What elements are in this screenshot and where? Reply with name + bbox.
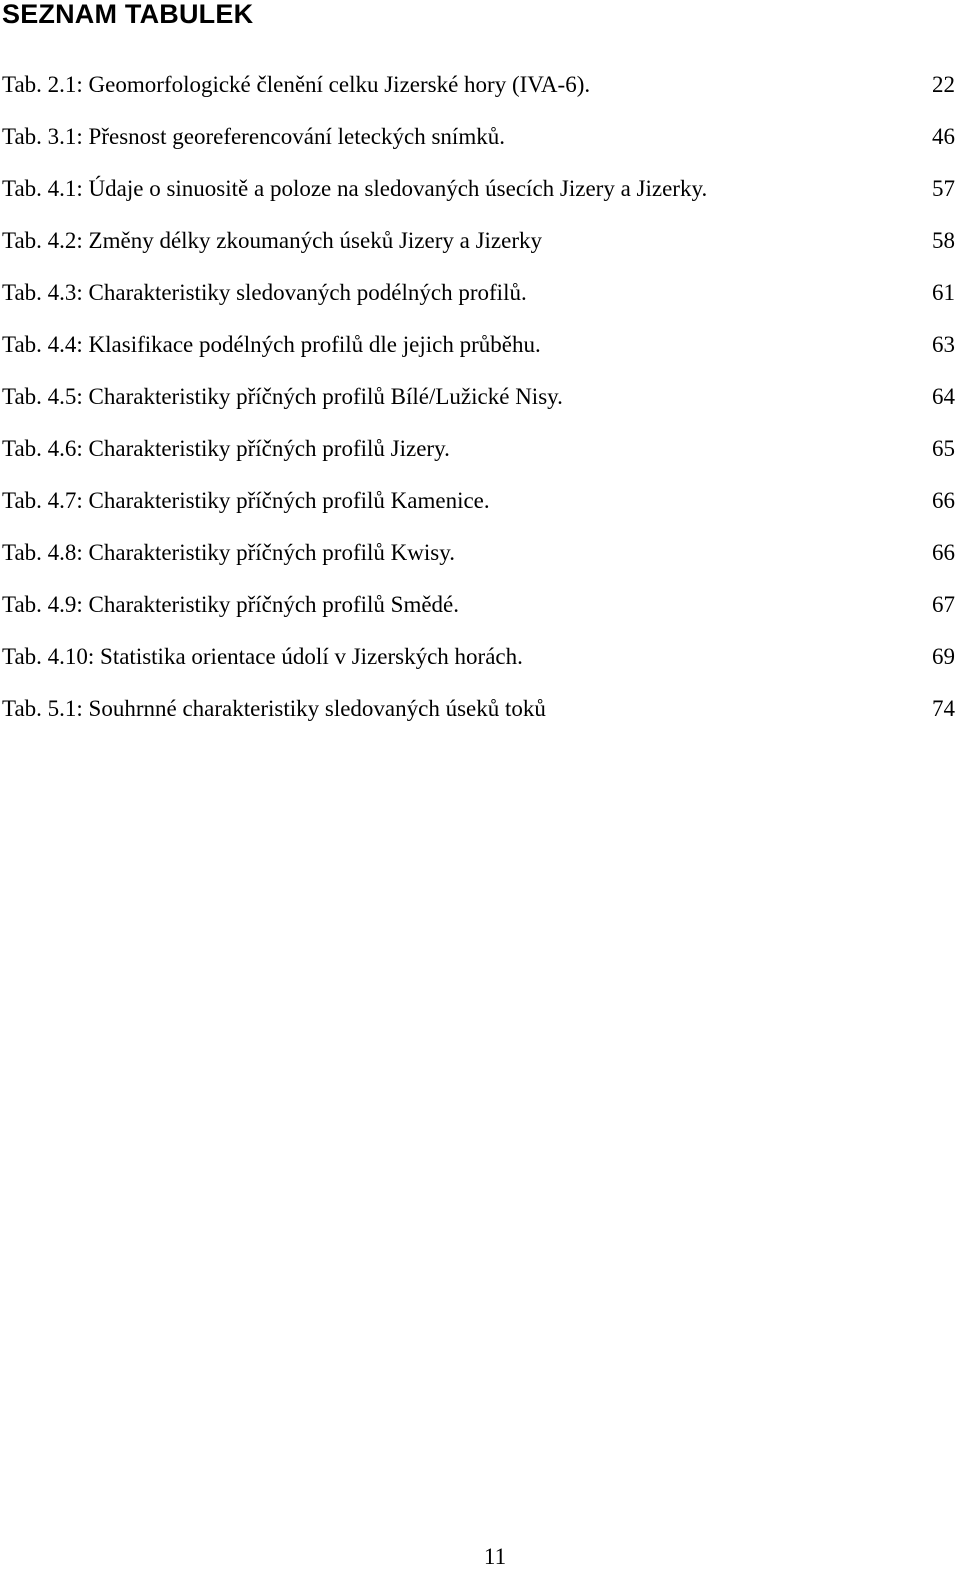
entry-page: 64 xyxy=(932,384,955,409)
entry-label: Tab. 4.10: Statistika orientace údolí v Jizerských horách. xyxy=(2,644,523,669)
entry-page: 57 xyxy=(932,176,955,201)
entry-page: 66 xyxy=(932,488,955,513)
entry-page: 58 xyxy=(932,228,955,253)
entry-label: Tab. 4.8: Charakteristiky příčných profilů Kwisy. xyxy=(2,540,455,565)
list-item xyxy=(2,484,955,536)
list-item xyxy=(2,380,955,432)
list-item xyxy=(2,328,955,380)
list-item xyxy=(2,692,955,744)
entry-page: 61 xyxy=(932,280,955,305)
entry-page: 22 xyxy=(932,72,955,97)
entry-label: Tab. 4.1: Údaje o sinuositě a poloze na sledovaných úsecích Jizery a Jizerky. xyxy=(2,176,708,201)
list-item xyxy=(2,120,955,172)
entry-page: 67 xyxy=(932,592,955,617)
entry-label: Tab. 4.5: Charakteristiky příčných profilů Bílé/Lužické Nisy. xyxy=(2,384,563,409)
entry-label: Tab. 2.1: Geomorfologické členění celku Jizerské hory (IVA-6). xyxy=(2,72,591,97)
entry-label: Tab. 3.1: Přesnost georeferencování leteckých snímků. xyxy=(2,124,505,149)
list-item xyxy=(2,68,955,120)
entry-label: Tab. 4.7: Charakteristiky příčných profilů Kamenice. xyxy=(2,488,490,513)
entry-page: 74 xyxy=(932,696,955,721)
entry-page: 46 xyxy=(932,124,955,149)
list-item xyxy=(2,536,955,588)
entry-page: 63 xyxy=(932,332,955,357)
list-item xyxy=(2,224,955,276)
entry-label: Tab. 4.6: Charakteristiky příčných profilů Jizery. xyxy=(2,436,450,461)
list-item xyxy=(2,432,955,484)
entry-label: Tab. 4.2: Změny délky zkoumaných úseků Jizery a Jizerky xyxy=(2,228,543,253)
entry-page: 66 xyxy=(932,540,955,565)
entry-page: 69 xyxy=(932,644,955,669)
list-item xyxy=(2,172,955,224)
entry-label: Tab. 4.4: Klasifikace podélných profilů dle jejich průběhu. xyxy=(2,332,541,357)
list-item xyxy=(2,588,955,640)
list-item xyxy=(2,640,955,692)
entry-label: Tab. 4.9: Charakteristiky příčných profilů Smědé. xyxy=(2,592,460,617)
entry-label: Tab. 4.3: Charakteristiky sledovaných podélných profilů. xyxy=(2,280,527,305)
table-list xyxy=(2,68,955,744)
entry-label: Tab. 5.1: Souhrnné charakteristiky sledovaných úseků toků xyxy=(2,696,546,721)
page-number: 11 xyxy=(483,1544,507,1569)
entry-page: 65 xyxy=(932,436,955,461)
page-title: SEZNAM TABULEK xyxy=(2,0,254,29)
list-item xyxy=(2,276,955,328)
